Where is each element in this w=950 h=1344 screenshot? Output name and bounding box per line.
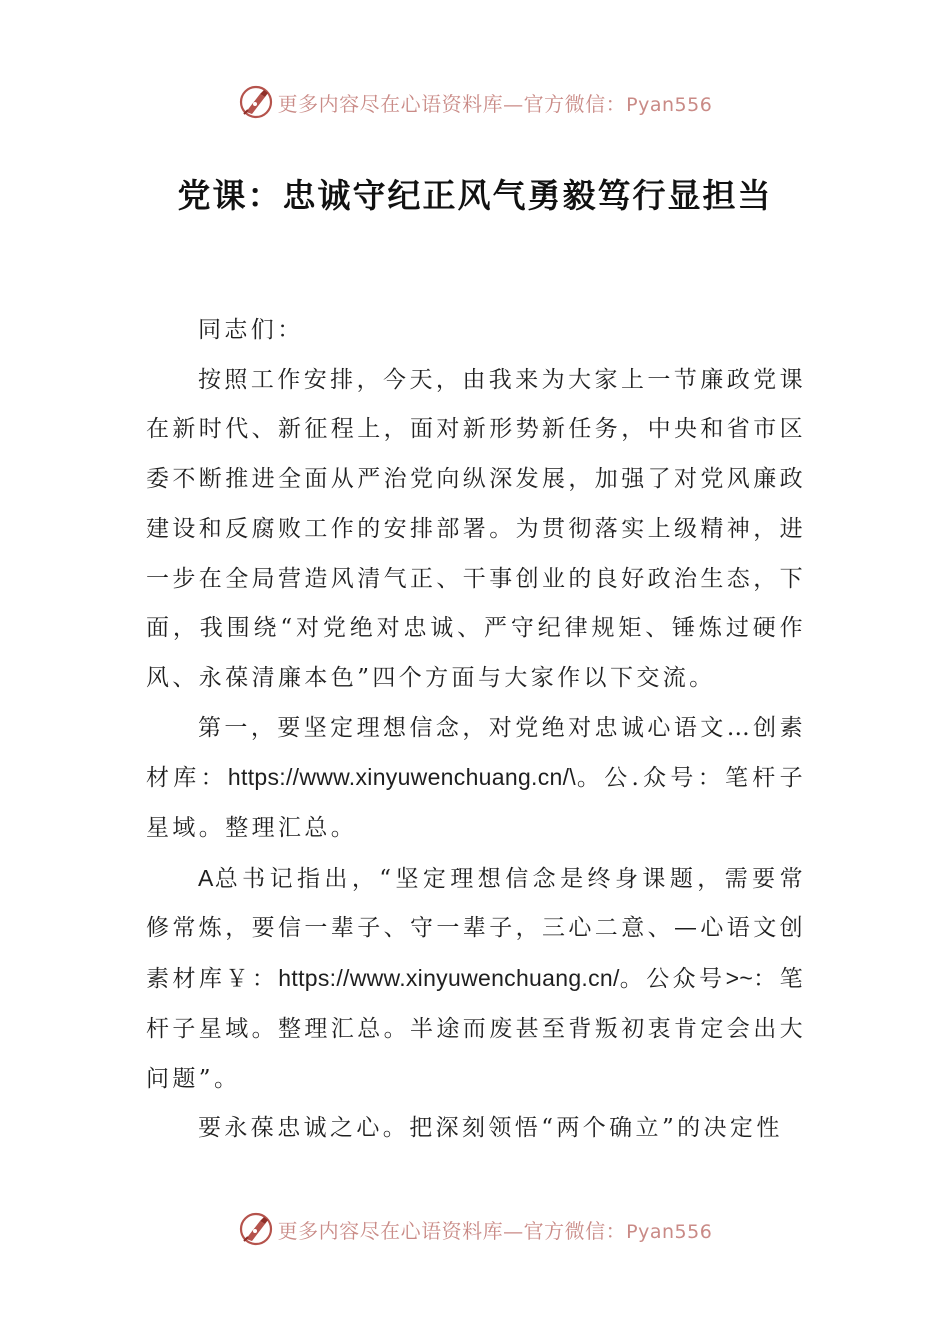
paragraph-text: 。公众号 [619, 966, 726, 993]
footer-banner-content [238, 1211, 713, 1247]
pen-nib-logo-icon [238, 1211, 274, 1247]
banner-text-cn: 更多内容尽在心语资料库—官方微信： [277, 1218, 627, 1243]
banner-wechat-id: Pyan556 [626, 93, 713, 116]
header-banner [0, 80, 950, 124]
footer-banner [0, 1207, 950, 1251]
document-body [146, 306, 806, 1154]
paragraph-quote [146, 854, 806, 1105]
paragraph-text: 。公.众号：笔杆子星域。整理汇总。 [146, 765, 806, 842]
url-link: https://www.xinyuwenchuang.cn/\ [227, 764, 576, 791]
document-title: 党课：忠诚守纪正风气勇毅笃行显担当 [177, 176, 773, 215]
paragraph-text: 总书记指出，“坚定理想信念是终身课题，需要常修常炼，要信一辈子、守一辈子，三心二意、—心语文创素材库￥： [146, 865, 806, 993]
paragraph-text: A [198, 864, 214, 891]
salutation: 同志们： [198, 317, 304, 343]
paragraph-intro: 按照工作安排，今天，由我来为大家上一节廉政党课在新时代、新征程上，面对新形势新任务，中央和省市区委不断推进全面从严治党向纵深发展，加强了对党风廉政建设和反腐败工作的安排部署。为贯彻落实上级精神，进一步在全局营造风清气正、干事创业的良好政治生态，下面，我围绕“对党绝对忠诚、严守纪律规矩、锤炼过硬作风、永葆清廉本色”四个方面与大家作以下交流。 [146, 366, 806, 691]
paragraph-loyalty: 要永葆忠诚之心。把深刻领悟“两个确立”的决定性 [198, 1115, 783, 1142]
header-banner-content [238, 84, 713, 120]
banner-text [278, 1215, 713, 1244]
paragraph-text: 第一，要坚定理想信念，对党绝对忠诚心语文…创素材库： [146, 714, 806, 792]
paragraph-text: ：笔杆子星域。整理汇总。半途而废甚至背叛初衷肯定会出大问题”。 [146, 966, 806, 1092]
banner-text-cn: 更多内容尽在心语资料库—官方微信： [277, 91, 627, 116]
banner-text [278, 88, 713, 117]
paragraph-text: >~ [725, 965, 754, 992]
pen-nib-logo-icon [238, 84, 274, 120]
url-link: https://www.xinyuwenchuang.cn/ [278, 965, 620, 992]
paragraph-first-point [146, 704, 806, 854]
banner-wechat-id: Pyan556 [626, 1220, 713, 1243]
